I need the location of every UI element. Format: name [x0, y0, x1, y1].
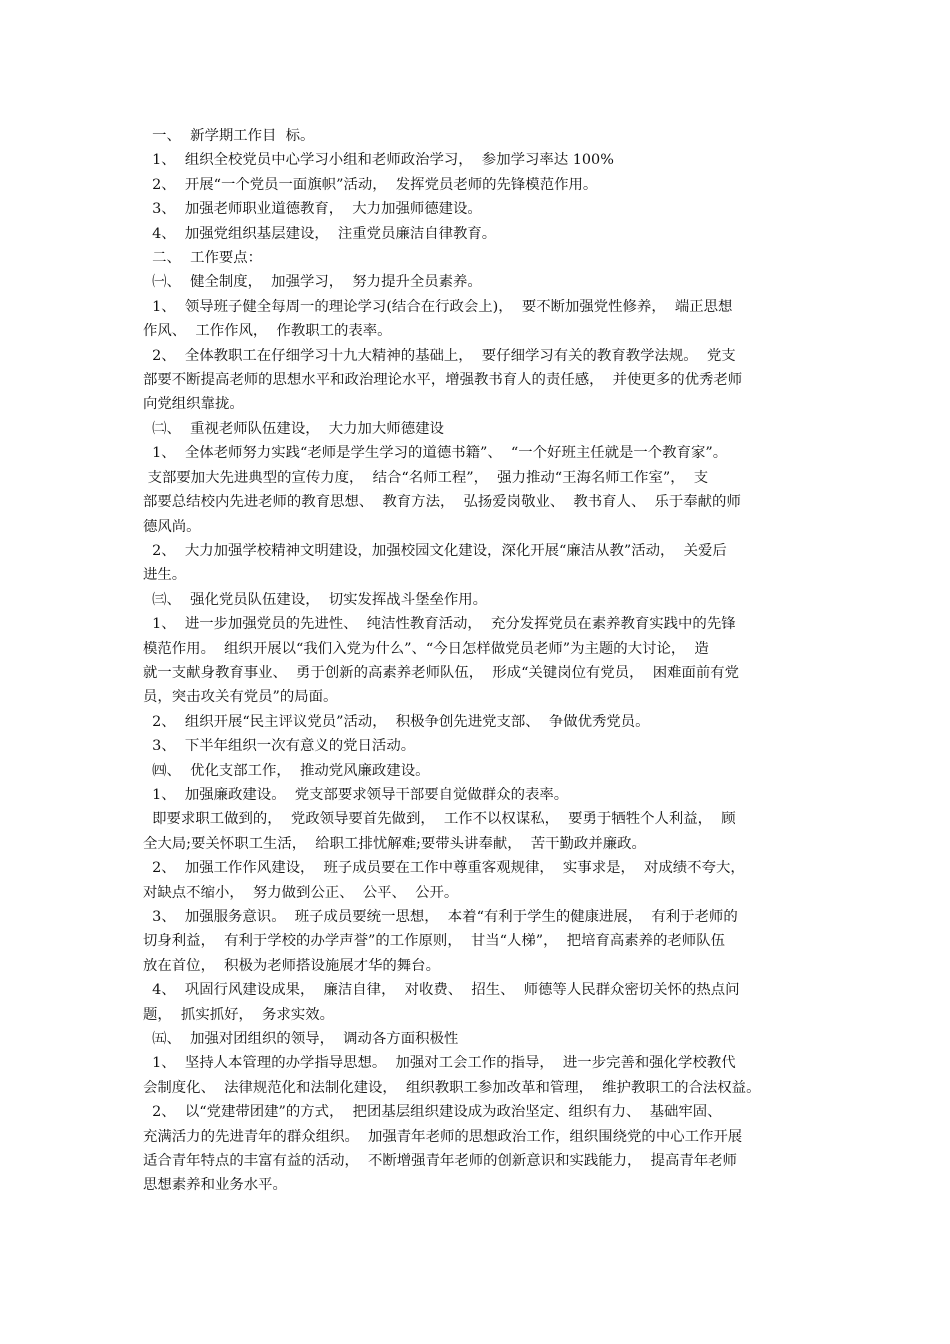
text-line: 充满活力的先进青年的群众组织。 加强青年老师的思想政治工作，组织围绕党的中心工作开展	[143, 1128, 743, 1145]
text-line: 进生。	[143, 567, 187, 584]
text-line: 适合青年特点的丰富有益的活动， 不断增强青年老师的创新意识和实践能力， 提高青年老师	[143, 1153, 737, 1170]
text-line: 放在首位， 积极为老师搭设施展才华的舞台。	[143, 957, 440, 974]
text-line: 对缺点不缩小， 努力做到公正、 公平、 公开。	[143, 884, 459, 901]
text-line: 1、 加强廉政建设。 党支部要求领导干部要自觉做群众的表率。	[143, 786, 569, 803]
paragraph-s4-item-3	[143, 905, 828, 978]
text-line: 全大局;要关怀职工生活， 给职工排忧解难;要带头讲奉献， 苦干勤政并廉政。	[143, 835, 646, 852]
text-line: 2、 以“党建带团建”的方式， 把团基层组织建设成为政治坚定、组织有力、 基础牢固、	[143, 1104, 722, 1121]
text-line: 二、 工作要点：	[143, 250, 263, 267]
text-line: ㈠、 健全制度， 加强学习， 努力提升全员素养。	[143, 274, 482, 291]
text-line: 4、 巩固行风建设成果， 廉洁自律， 对收费、 招生、 师德等人民群众密切关怀的热点问	[143, 982, 740, 999]
text-line: 2、 加强工作作风建设， 班子成员要在工作中尊重客观规律， 实事求是， 对成绩不夸大，	[143, 860, 745, 877]
text-line: 思想素养和业务水平。	[143, 1177, 287, 1194]
text-line: 向党组织靠拢。	[143, 396, 244, 413]
text-line: 作风、 工作作风， 作教职工的表率。	[143, 323, 392, 340]
text-line: 就一支献身教育事业、 勇于创新的高素养老师队伍， 形成“关键岗位有党员， 困难面前有党	[143, 664, 740, 681]
text-line: 2、 全体教职工在仔细学习十九大精神的基础上， 要仔细学习有关的教育教学法规。 党支	[143, 347, 736, 364]
text-line: 1、 全体老师努力实践“老师是学生学习的道德书籍”、 “一个好班主任就是一个教育家”。	[143, 445, 728, 462]
text-line: 模范作用。 组织开展以“我们入党为什么”、“今日怎样做党员老师”为主题的大讨论， 造	[143, 640, 709, 657]
text-line: ㈣、 优化支部工作， 推动党风廉政建设。	[143, 762, 430, 779]
text-line: ㈡、 重视老师队伍建设， 大力加大师德建设	[143, 420, 444, 437]
paragraph-s3-item-1	[143, 612, 828, 710]
text-line: 1、 进一步加强党员的先进性、 纯洁性教育活动， 充分发挥党员在素养教育实践中的先锋	[143, 616, 736, 633]
text-line: 3、 下半年组织一次有意义的党日活动。	[143, 738, 416, 755]
paragraph-section-4	[143, 759, 828, 783]
paragraph-s4-item-1-cont	[143, 807, 828, 856]
paragraph-s4-item-4	[143, 978, 828, 1027]
paragraph-s2-item-1	[143, 441, 828, 539]
text-line: 3、 加强老师职业道德教育， 大力加强师德建设。	[143, 201, 482, 218]
text-line: 即要求职工做到的， 党政领导要首先做到， 工作不以权谋私， 要勇于牺牲个人利益， 顾	[143, 811, 736, 828]
text-line: 切身利益， 有利于学校的办学声誉”的工作原则， 甘当“人梯”， 把培育高素养的老师队伍	[143, 933, 725, 950]
text-line: 1、 坚持人本管理的办学指导思想。 加强对工会工作的指导， 进一步完善和强化学校教代	[143, 1055, 736, 1072]
paragraph-goal-heading	[143, 124, 828, 148]
text-line: 2、 开展“一个党员一面旗帜”活动， 发挥党员老师的先锋模范作用。	[143, 176, 598, 193]
text-line: 支部要加大先进典型的宣传力度， 结合“名师工程”， 强力推动“王海名师工作室”， 支	[143, 469, 709, 486]
text-line: ㈢、 强化党员队伍建设， 切实发挥战斗堡垒作用。	[143, 591, 488, 608]
paragraph-s1-item-1	[143, 295, 828, 344]
document-body	[143, 124, 828, 1198]
text-line: 3、 加强服务意识。 班子成员要统一思想， 本着“有利于学生的健康进展， 有利于老师的	[143, 909, 738, 925]
paragraph-goal-4	[143, 222, 828, 246]
text-line: 部要总结校内先进老师的教育思想、 教育方法， 弘扬爱岗敬业、 教书育人、 乐于奉献的师	[143, 494, 741, 511]
paragraph-section-5	[143, 1027, 828, 1051]
paragraph-section-2	[143, 417, 828, 441]
text-line: 德风尚。	[143, 518, 201, 535]
text-line: 2、 大力加强学校精神文明建设，加强校园文化建设，深化开展“廉洁从教”活动， 关爱后	[143, 542, 727, 559]
paragraph-goal-2	[143, 173, 828, 197]
text-line: 2、 组织开展“民主评议党员”活动， 积极争创先进党支部、 争做优秀党员。	[143, 713, 650, 730]
text-line: 部要不断提高老师的思想水平和政治理论水平，增强教书育人的责任感， 并使更多的优秀老师	[143, 372, 743, 389]
paragraph-s4-item-1	[143, 783, 828, 807]
text-line: ㈤、 加强对团组织的领导， 调动各方面积极性	[143, 1031, 459, 1048]
text-line: 1、 组织全校党员中心学习小组和老师政治学习， 参加学习率达 100%	[143, 152, 614, 169]
paragraph-s1-item-2	[143, 344, 828, 417]
paragraph-s5-item-2	[143, 1100, 828, 1198]
paragraph-s5-item-1	[143, 1051, 828, 1100]
paragraph-goal-3	[143, 197, 828, 221]
paragraph-s3-item-2	[143, 710, 828, 734]
paragraph-goal-1	[143, 148, 828, 172]
paragraph-section-3	[143, 588, 828, 612]
text-line: 员，突击攻关有党员”的局面。	[143, 689, 338, 706]
text-line: 4、 加强党组织基层建设， 注重党员廉洁自律教育。	[143, 225, 497, 242]
text-line: 1、 领导班子健全每周一的理论学习(结合在行政会上)， 要不断加强党性修养， 端正思想	[143, 298, 733, 315]
text-line: 一、 新学期工作目 标。	[143, 128, 315, 144]
paragraph-s2-item-2	[143, 539, 828, 588]
text-line: 会制度化、 法律规范化和法制化建设， 组织教职工参加改革和管理， 维护教职工的合法权益。	[143, 1079, 761, 1096]
paragraph-s3-item-3	[143, 734, 828, 758]
paragraph-points-heading	[143, 246, 828, 270]
text-line: 题， 抓实抓好， 务求实效。	[143, 1006, 334, 1023]
paragraph-section-1	[143, 270, 828, 294]
paragraph-s4-item-2	[143, 856, 828, 905]
